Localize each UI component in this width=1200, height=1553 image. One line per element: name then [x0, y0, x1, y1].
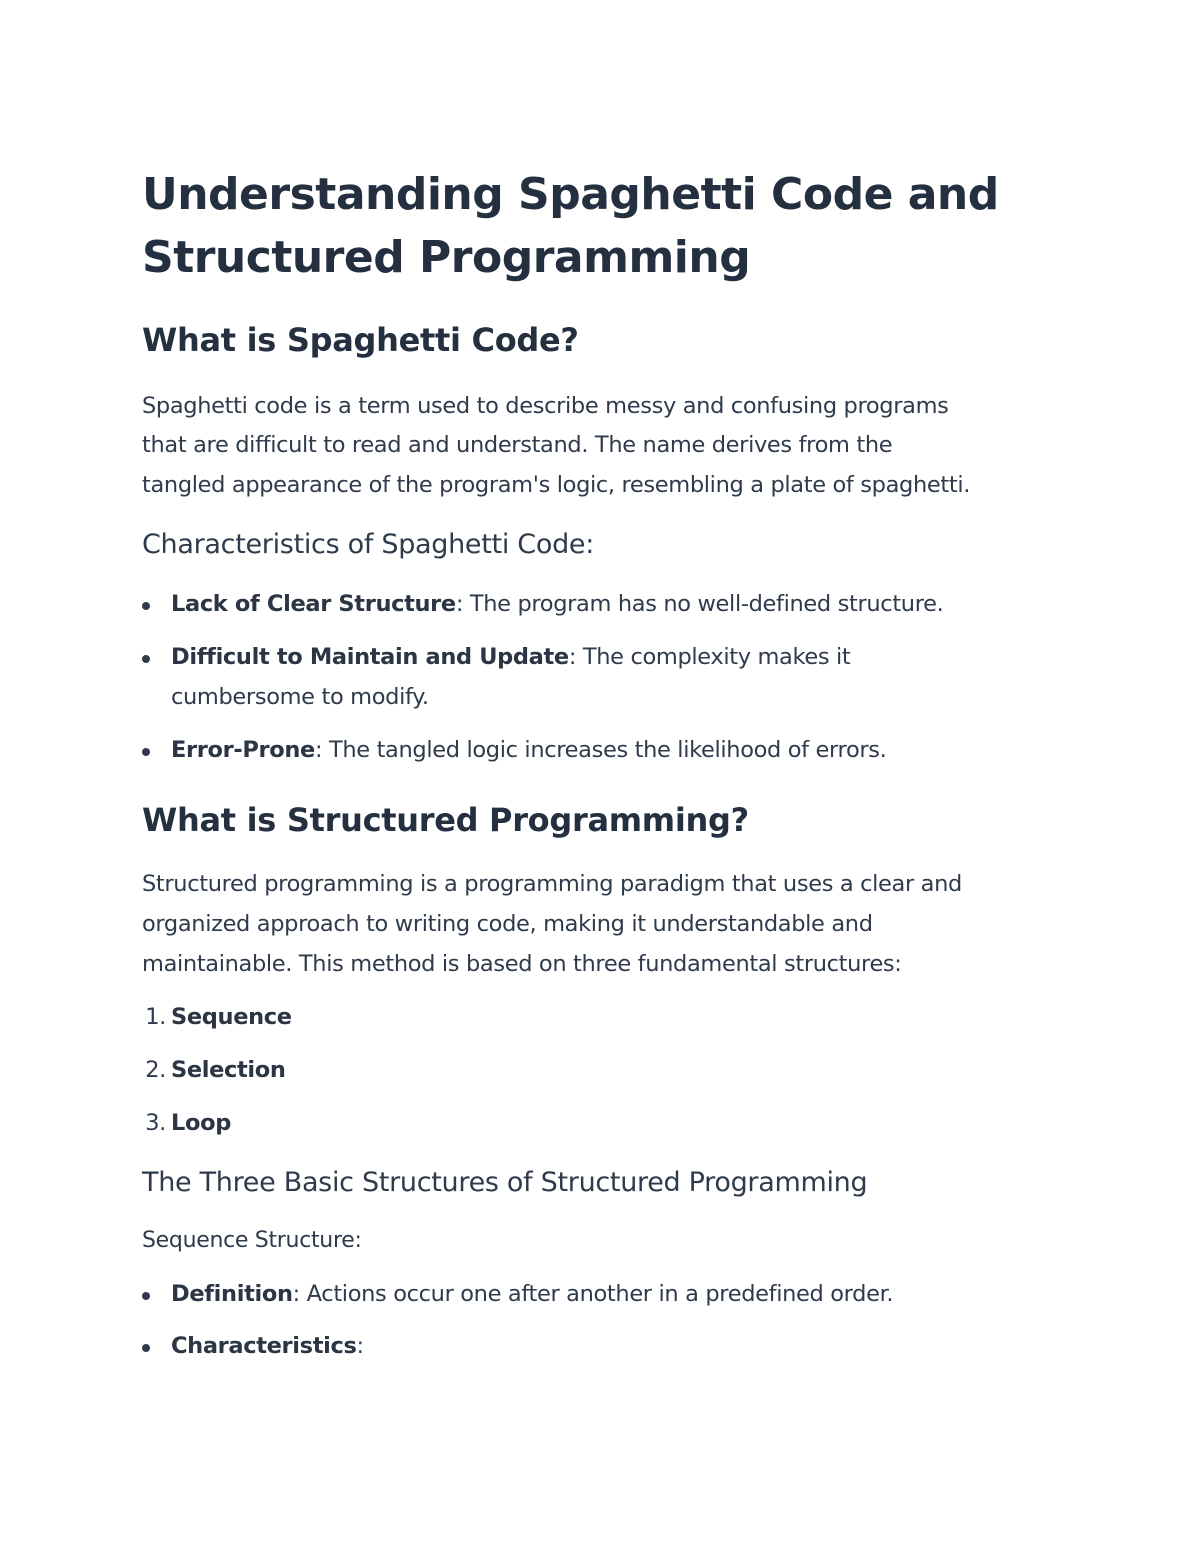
list-item-text: : Actions occur one after another in a predefined order. — [292, 1281, 894, 1307]
list-number: 2. — [145, 1057, 166, 1083]
page-title-line-1: Understanding Spaghetti Code and — [142, 169, 999, 220]
list-item-term: Loop — [171, 1110, 231, 1136]
list-item-text: cumbersome to modify. — [171, 684, 429, 710]
list-item-term: Sequence — [171, 1004, 292, 1030]
subheading-characteristics: Characteristics of Spaghetti Code: — [142, 529, 595, 560]
list-item-term: Difficult to Maintain and Update — [171, 644, 569, 670]
list-item-text: : The program has no well-defined structure. — [455, 591, 944, 617]
paragraph-line: tangled appearance of the program's logic, resembling a plate of spaghetti. — [142, 472, 971, 498]
section-heading-spaghetti: What is Spaghetti Code? — [142, 321, 579, 359]
list-item-text: : The tangled logic increases the likelihood of errors. — [314, 737, 887, 763]
list-item-text: : The complexity makes it — [568, 644, 851, 670]
paragraph-line: that are difficult to read and understand. The name derives from the — [142, 432, 893, 458]
paragraph-line: organized approach to writing code, making it understandable and — [142, 911, 873, 937]
list-item-text: : — [356, 1333, 364, 1359]
paragraph-line: Spaghetti code is a term used to describe messy and confusing programs — [142, 393, 949, 419]
list-item-term: Selection — [171, 1057, 286, 1083]
list-item-term: Error-Prone — [171, 737, 315, 763]
paragraph-line: Structured programming is a programming paradigm that uses a clear and — [142, 871, 962, 897]
bullet-icon — [142, 602, 150, 610]
list-number: 1. — [145, 1004, 166, 1030]
section-heading-structured: What is Structured Programming? — [142, 801, 749, 839]
page-title-line-2: Structured Programming — [142, 232, 751, 283]
bullet-icon — [142, 1292, 150, 1300]
list-item-term: Definition — [171, 1281, 293, 1307]
list-item-term: Lack of Clear Structure — [171, 591, 456, 617]
list-number: 3. — [145, 1110, 166, 1136]
list-item-term: Characteristics — [171, 1333, 357, 1359]
bullet-icon — [142, 748, 150, 756]
paragraph-line: maintainable. This method is based on three fundamental structures: — [142, 951, 902, 977]
subheading-sequence-structure: Sequence Structure: — [142, 1228, 362, 1253]
bullet-icon — [142, 655, 150, 663]
bullet-icon — [142, 1344, 150, 1352]
subheading-three-structures: The Three Basic Structures of Structured Programming — [142, 1167, 868, 1198]
